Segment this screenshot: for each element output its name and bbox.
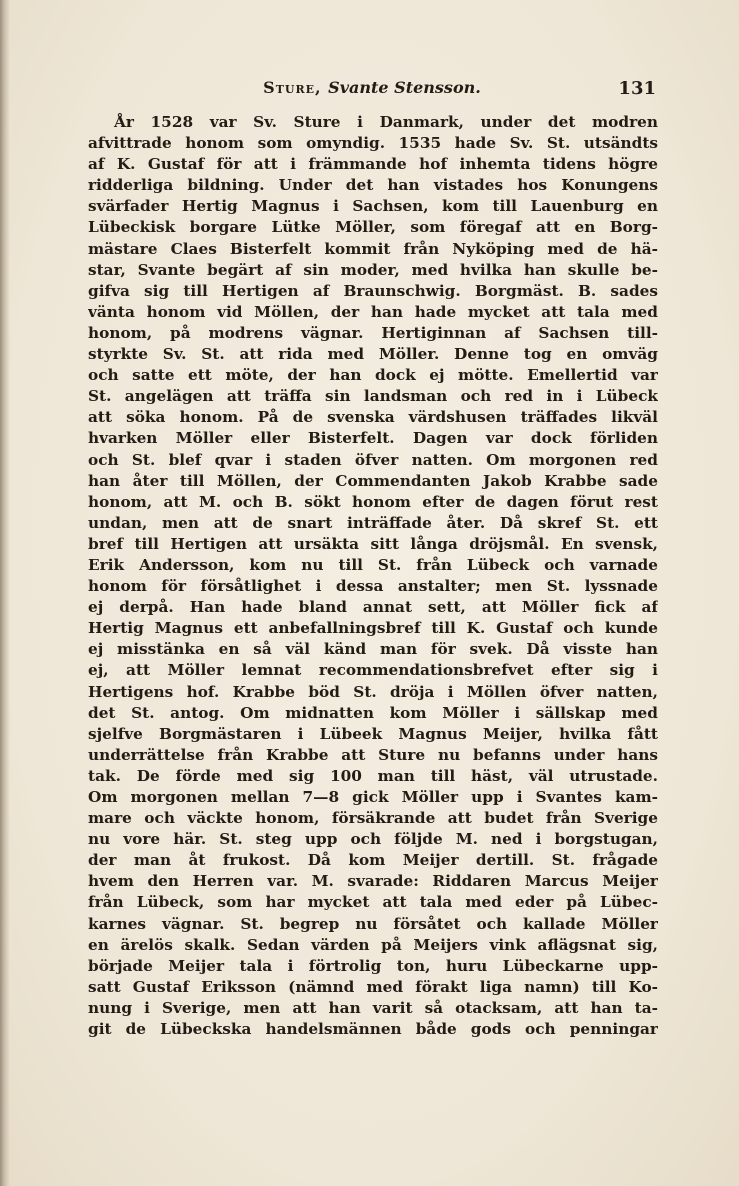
text-line: hvem den Herren var. M. svarade: Riddaren Marcus Meijer (88, 872, 658, 891)
text-line: styrkte Sv. St. att rida med Möller. Denne tog en omväg (88, 345, 658, 364)
text-line: Om morgonen mellan 7—8 gick Möller upp i Svantes kam- (88, 788, 658, 806)
text-line: satt Gustaf Eriksson (nämnd med förakt liga namn) till Ko- (88, 977, 658, 996)
text-line: ej derpå. Han hade bland annat sett, att Möller fick af (88, 598, 658, 617)
text-line: Erik Andersson, kom nu till St. från Lübeck och varnade (88, 555, 658, 574)
text-line: undan, men att de snart inträffade åter. Då skref St. ett (88, 513, 658, 532)
text-line: underrättelse från Krabbe att Sture nu befanns under hans (88, 745, 658, 764)
text-line: sjelfve Borgmästaren i Lübeek Magnus Meijer, hvilka fått (88, 724, 658, 743)
text-line: vänta honom vid Möllen, der han hade mycket att tala med (88, 302, 658, 321)
text-line: ridderliga bildning. Under det han vistades hos Konungens (88, 176, 658, 195)
running-title-prefix: Sture, (263, 78, 329, 97)
text-line: karnes vägnar. St. begrep nu försåtet och kallade Möller (88, 914, 658, 933)
text-line: en ärelös skalk. Sedan värden på Meijers vink aflägsnat sig, (88, 935, 658, 954)
text-line: git de Lübeckska handelsmännen både gods och penningar (88, 1020, 658, 1039)
text-line: honom för försåtlighet i dessa anstalter; men St. lyssnade (88, 577, 658, 596)
text-line: gifva sig till Hertigen af Braunschwig. Borgmäst. B. sades (88, 281, 658, 300)
text-line: ej misstänka en så väl känd man för svek. Då visste han (88, 640, 658, 659)
text-line: hvarken Möller eller Bisterfelt. Dagen var dock förliden (88, 429, 658, 448)
text-line: afvittrade honom som omyndig. 1535 hade Sv. St. utsändts (88, 134, 658, 153)
text-line: St. angelägen att träffa sin landsman och red in i Lübeck (88, 387, 658, 406)
text-line: Hertigens hof. Krabbe böd St. dröja i Möllen öfver natten, (88, 682, 658, 701)
text-line: honom, på modrens vägnar. Hertiginnan af Sachsen till- (88, 323, 658, 342)
text-line: der man åt frukost. Då kom Meijer dertill. St. frågade (88, 851, 658, 870)
text-line: det St. antog. Om midnatten kom Möller i sällskap med (88, 703, 658, 722)
body-text (88, 112, 658, 1040)
page-number: 131 (618, 78, 656, 99)
text-line: ej, att Möller lemnat recommendationsbrefvet efter sig i (88, 661, 658, 680)
text-line: började Meijer tala i förtrolig ton, huru Lübeckarne upp- (88, 956, 658, 975)
text-line: star, Svante begärt af sin moder, med hvilka han skulle be- (88, 260, 658, 279)
text-line: honom, att M. och B. sökt honom efter de dagen förut rest (88, 492, 658, 511)
running-title (88, 78, 656, 97)
text-line: och satte ett möte, der han dock ej mötte. Emellertid var (88, 366, 658, 385)
text-line: han åter till Möllen, der Commendanten Jakob Krabbe sade (88, 471, 658, 490)
binding-shadow (0, 0, 10, 1186)
text-line: och St. blef qvar i staden öfver natten. Om morgonen red (88, 450, 658, 469)
text-line: bref till Hertigen att ursäkta sitt långa dröjsmål. En svensk, (88, 534, 658, 553)
text-line: nu vore här. St. steg upp och följde M. ned i borgstugan, (88, 830, 658, 849)
text-line: Hertig Magnus ett anbefallningsbref till K. Gustaf och kunde (88, 619, 658, 638)
text-line: mare och väckte honom, försäkrande att budet från Sverige (88, 809, 658, 828)
text-line: svärfader Hertig Magnus i Sachsen, kom till Lauenburg en (88, 197, 658, 216)
running-head (88, 78, 656, 106)
running-title-name: Svante Stensson. (328, 78, 481, 97)
text-line: År 1528 var Sv. Sture i Danmark, under det modren (114, 113, 658, 131)
text-line: mästare Claes Bisterfelt kommit från Nyköping med de hä- (88, 239, 658, 258)
text-line: tak. De förde med sig 100 man till häst, väl utrustade. (88, 766, 658, 785)
text-line: nung i Sverige, men att han varit så otacksam, att han ta- (88, 998, 658, 1017)
text-line: Lübeckisk borgare Lütke Möller, som föregaf att en Borg- (88, 218, 658, 237)
text-line: af K. Gustaf för att i främmande hof inhemta tidens högre (88, 155, 658, 174)
text-line: att söka honom. På de svenska värdshusen träffades likväl (88, 408, 658, 427)
text-line: från Lübeck, som har mycket att tala med eder på Lübec- (88, 893, 658, 912)
